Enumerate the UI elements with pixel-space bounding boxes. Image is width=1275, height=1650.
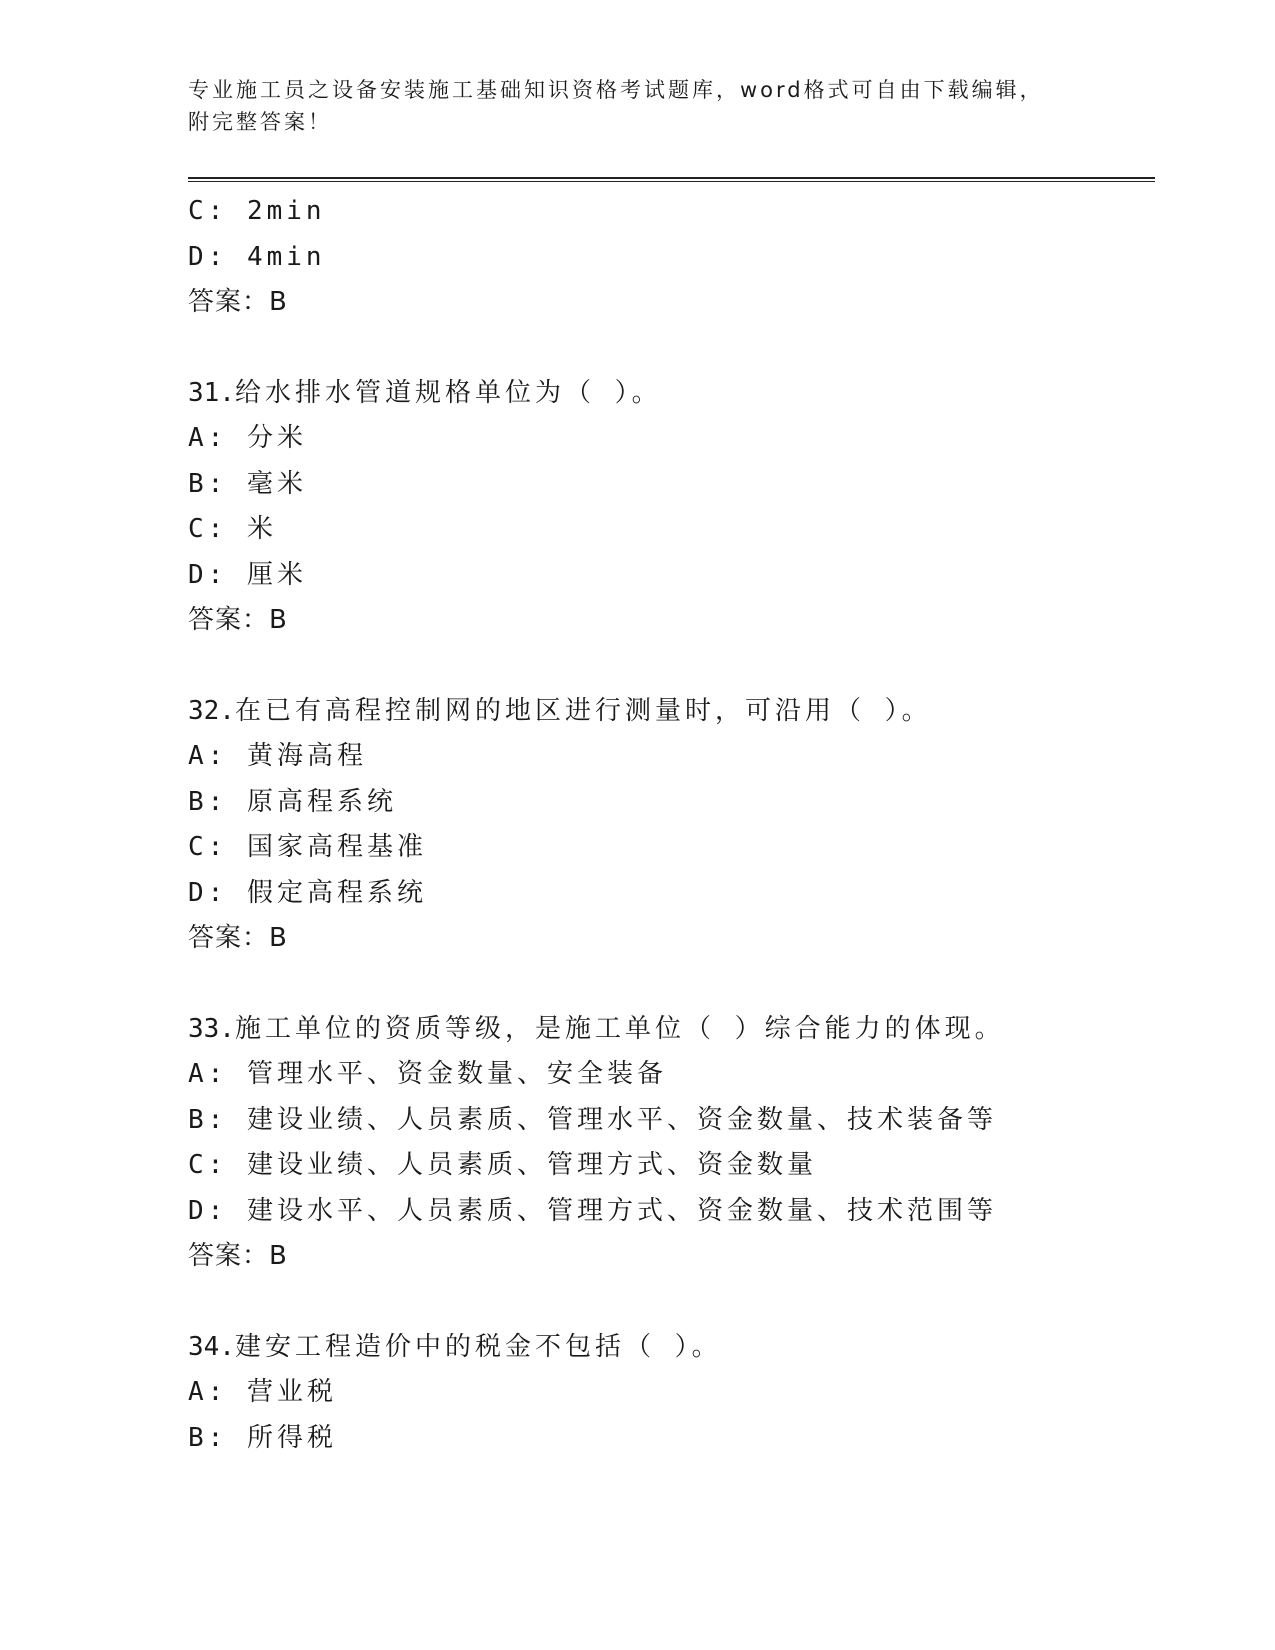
option-a: A: 分米	[188, 423, 307, 453]
question-partial	[188, 189, 1168, 326]
option-c: C: 建设业绩、人员素质、管理方式、资金数量	[188, 1150, 817, 1180]
option-d: D: 建设水平、人员素质、管理方式、资金数量、技术范围等	[188, 1195, 997, 1226]
question-stem	[188, 1007, 1168, 1053]
question-text: 在已有高程控制网的地区进行测量时，可沿用（ ）。	[234, 695, 932, 726]
answer-line: 答案：B	[188, 1241, 288, 1271]
header-line-2: 附完整答案！	[188, 110, 332, 134]
question-number: 32.	[188, 695, 235, 726]
question-number: 33.	[188, 1013, 235, 1044]
option-c: C: 米	[188, 514, 277, 544]
question-text: 给水排水管道规格单位为（ ）。	[234, 377, 662, 408]
option-a: A: 黄海高程	[188, 741, 367, 771]
question-stem	[188, 1325, 1168, 1371]
header-line-1: 专业施工员之设备安装施工基础知识资格考试题库，word格式可自由下载编辑，	[188, 78, 1044, 102]
question-33	[188, 1007, 1168, 1280]
spacer	[188, 644, 1168, 689]
option-b: B: 原高程系统	[188, 786, 397, 817]
option-d: D: 4min	[188, 241, 326, 272]
option-b: B: 所得税	[188, 1422, 337, 1453]
answer-line: 答案：B	[188, 605, 288, 635]
question-number: 31.	[188, 377, 235, 408]
option-a: A: 营业税	[188, 1377, 337, 1407]
question-number: 34.	[188, 1331, 235, 1362]
option-a: A: 管理水平、资金数量、安全装备	[188, 1059, 667, 1089]
question-stem	[188, 689, 1168, 735]
document-header	[188, 74, 1068, 138]
spacer	[188, 962, 1168, 1007]
question-text: 施工单位的资质等级，是施工单位（ ）综合能力的体现。	[234, 1013, 1005, 1044]
option-c: C: 2min	[188, 196, 326, 226]
answer-line: 答案：B	[188, 923, 288, 953]
answer-line: 答案：B	[188, 287, 288, 317]
header-divider	[188, 177, 1155, 182]
question-list	[188, 189, 1168, 1461]
spacer	[188, 1280, 1168, 1325]
question-32	[188, 689, 1168, 962]
question-text: 建安工程造价中的税金不包括（ ）。	[234, 1331, 722, 1362]
question-34	[188, 1325, 1168, 1462]
option-b: B: 建设业绩、人员素质、管理水平、资金数量、技术装备等	[188, 1104, 997, 1135]
option-d: D: 假定高程系统	[188, 877, 427, 908]
question-31	[188, 371, 1168, 644]
option-b: B: 毫米	[188, 468, 307, 499]
option-c: C: 国家高程基准	[188, 832, 427, 862]
question-stem	[188, 371, 1168, 417]
spacer	[188, 326, 1168, 371]
option-d: D: 厘米	[188, 559, 307, 590]
